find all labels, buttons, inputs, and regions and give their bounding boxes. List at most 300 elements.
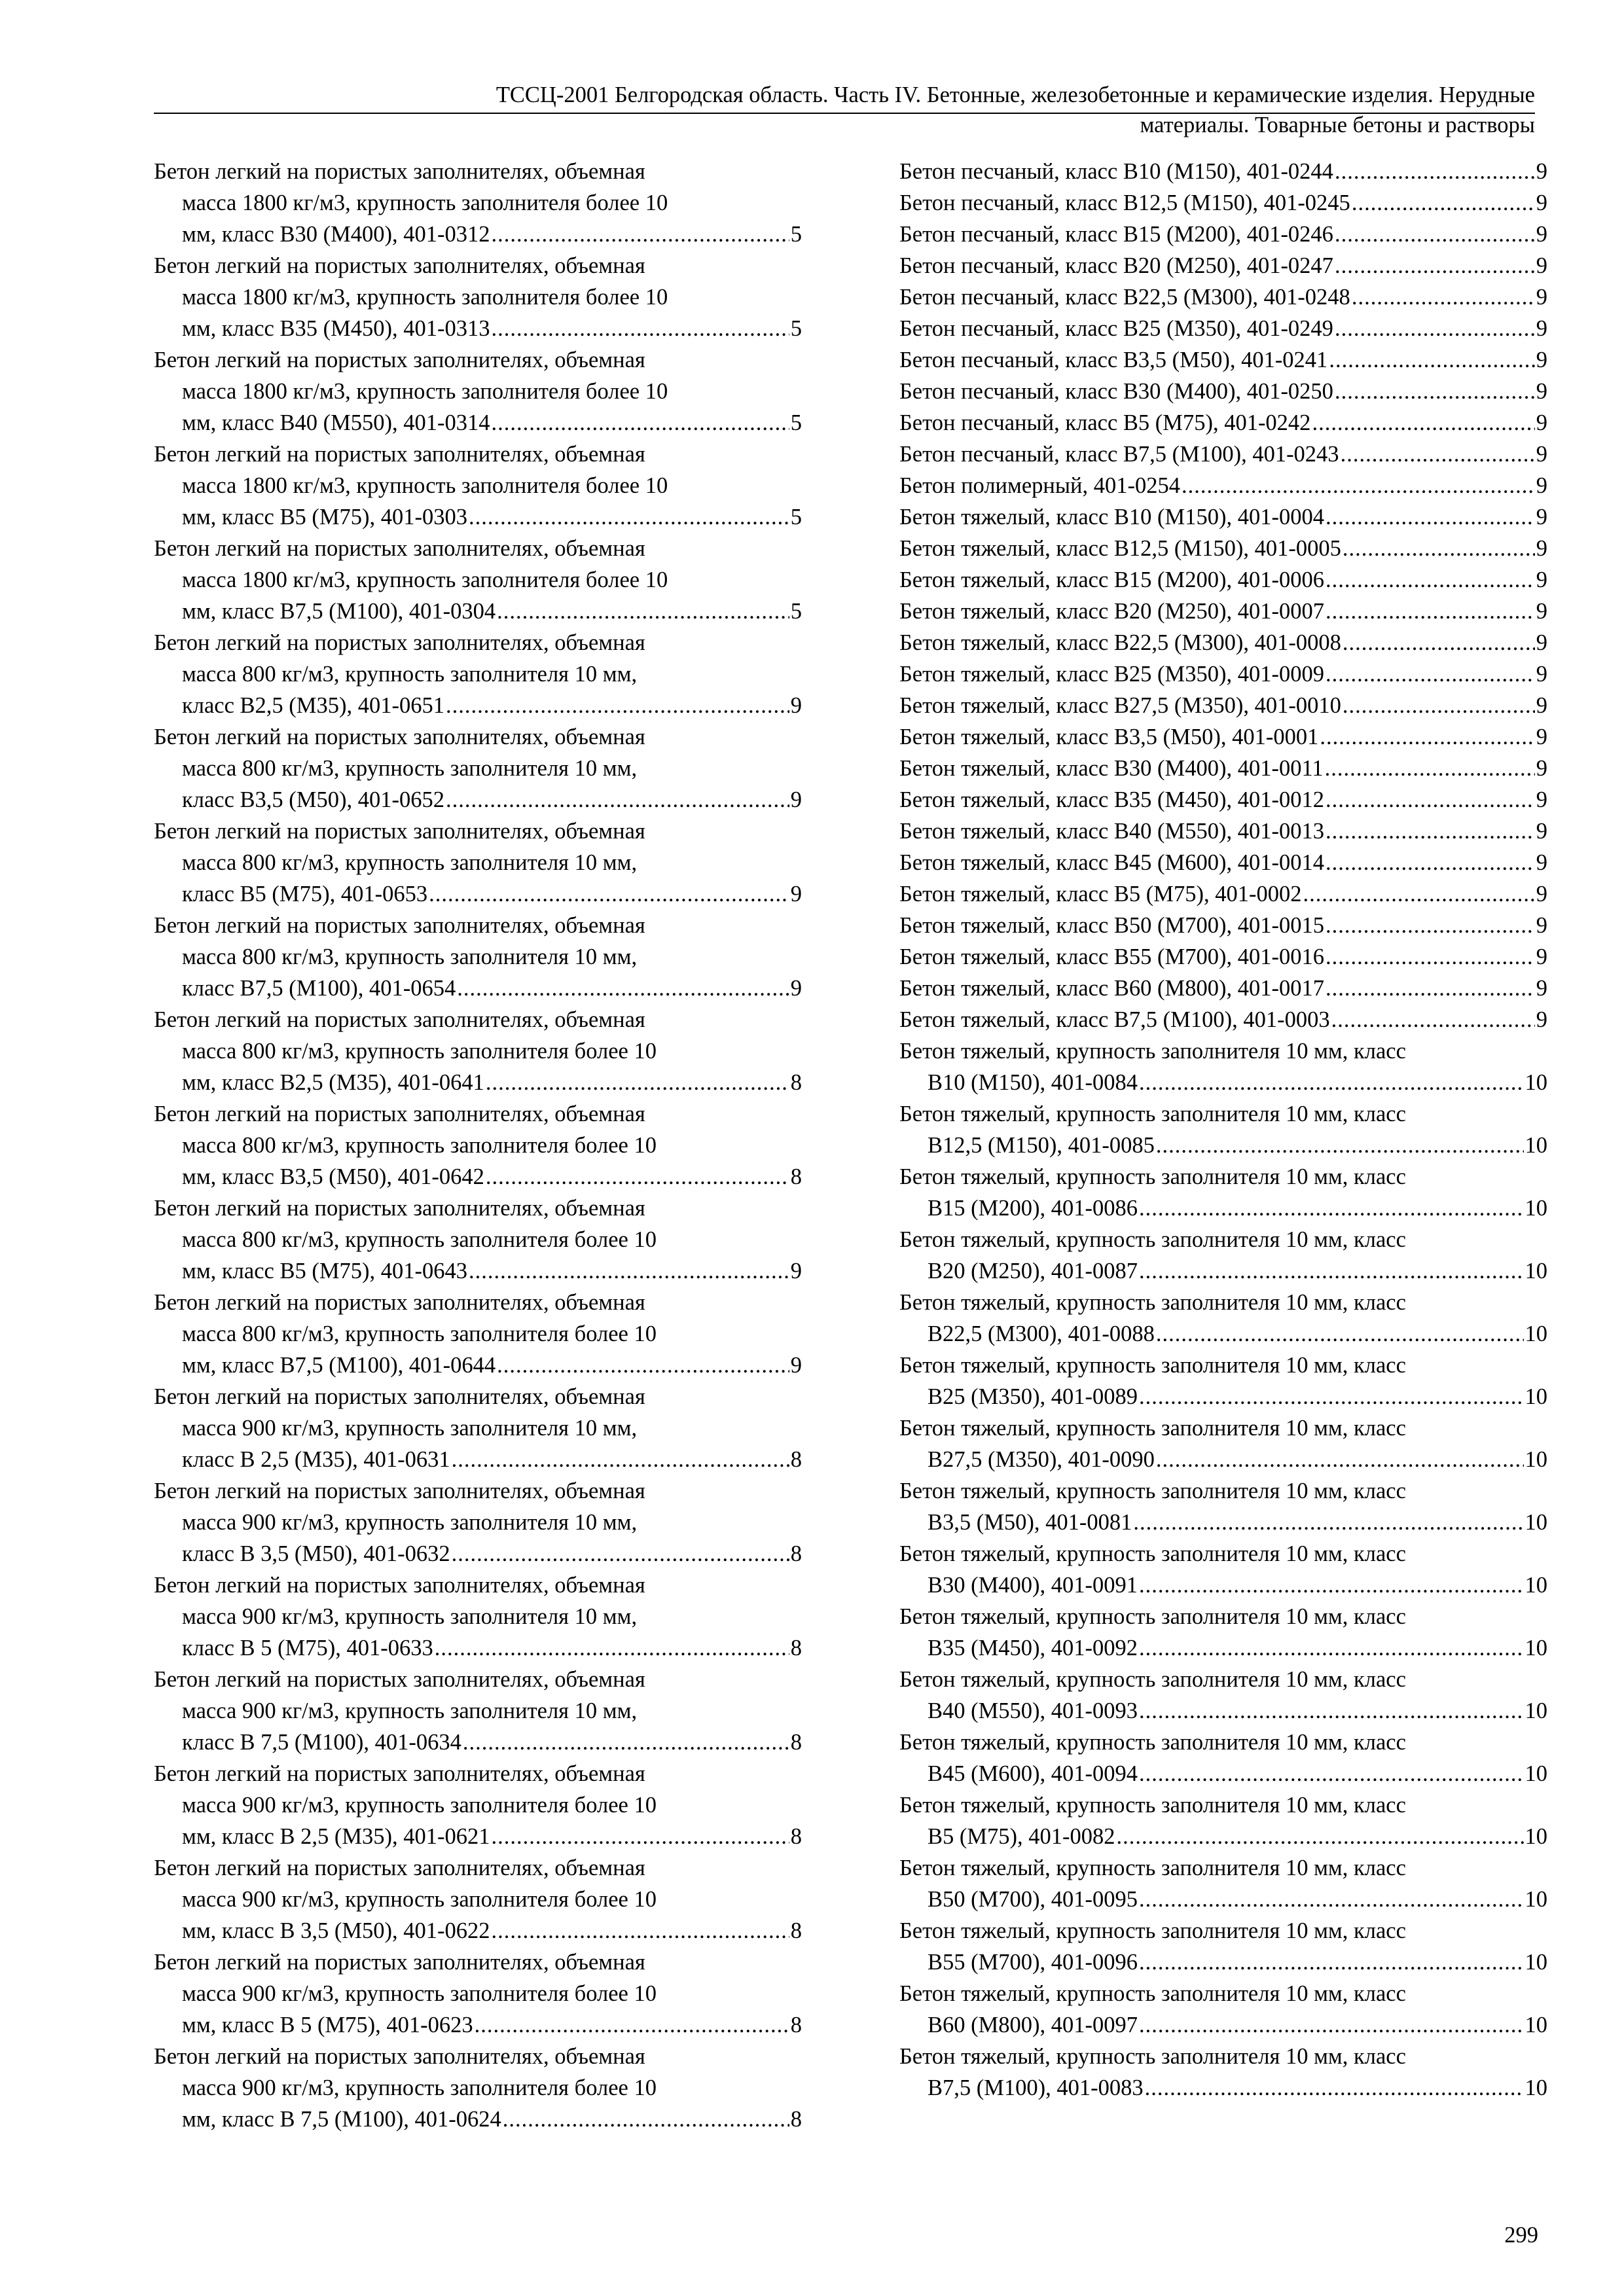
dot-leader [469,1255,789,1287]
index-column-left [154,156,802,2135]
entry-last-line [154,1350,802,1381]
dot-leader [1133,1507,1523,1538]
entry-last-line [899,1318,1547,1350]
index-entry [899,1287,1547,1350]
entry-text-line: Бетон песчаный, класс В7,5 (М100), 401-0243 [899,442,1339,467]
entry-text-line: класс В 7,5 (М100), 401-0634 [182,1730,461,1755]
entry-page-ref: 9 [790,1353,802,1378]
entry-page-ref: 10 [1525,1887,1547,1912]
dot-leader [1335,376,1535,407]
entry-page-ref: 9 [1536,976,1547,1001]
page-number: 299 [1504,2223,1538,2248]
dot-leader [1335,313,1535,344]
entry-text-line: Бетон тяжелый, класс В7,5 (М100), 401-0003 [899,1007,1330,1032]
entry-last-line [899,1381,1547,1412]
dot-leader [475,2009,789,2041]
entry-page-ref: 10 [1525,1070,1547,1095]
entry-page-ref: 10 [1525,1636,1547,1660]
entry-last-line [899,1507,1547,1538]
entry-text-line: Бетон тяжелый, класс В12,5 (М150), 401-0005 [899,536,1341,561]
entry-text-line: Бетон легкий на пористых заполнителях, объемная [154,1761,645,1786]
index-entry [899,313,1547,344]
entry-page-ref: 10 [1525,1384,1547,1409]
entry-last-line [899,753,1547,784]
entry-text-line: класс В2,5 (М35), 401-0651 [182,693,444,718]
entry-page-ref: 9 [1536,693,1547,718]
dot-leader [486,1067,789,1098]
entry-page-ref: 8 [790,1541,802,1566]
index-entry [899,596,1547,627]
index-entry [154,1287,802,1381]
entry-last-line [899,784,1547,816]
index-entry [154,2041,802,2135]
entry-text-line: класс В 3,5 (М50), 401-0632 [182,1541,450,1566]
entry-text-line: класс В 2,5 (М35), 401-0631 [182,1447,450,1472]
index-entry [899,344,1547,376]
entry-page-ref: 5 [790,599,802,624]
index-entry [899,1727,1547,1789]
entry-last-line [154,501,802,533]
entry-page-ref: 9 [790,976,802,1001]
entry-text-line: масса 800 кг/м3, крупность заполнителя 10 мм, [182,944,638,969]
entry-text-line: масса 1800 кг/м3, крупность заполнителя более 10 [182,567,668,592]
dot-leader [1182,470,1535,501]
entry-text-line: масса 800 кг/м3, крупность заполнителя более 10 [182,1321,657,1346]
entry-text-line: В27,5 (М350), 401-0090 [928,1447,1155,1472]
entry-last-line [899,973,1547,1004]
entry-last-line [154,596,802,627]
index-entry [899,1978,1547,2041]
entry-last-line [154,1067,802,1098]
entry-last-line [899,219,1547,250]
entry-text-line: Бетон легкий на пористых заполнителях, объемная [154,1573,645,1598]
entry-text-line: Бетон песчаный, класс В25 (М350), 401-0249 [899,316,1333,341]
dot-leader [1326,784,1535,816]
entry-last-line [899,281,1547,313]
header-rule [154,113,1535,114]
index-entry [899,564,1547,596]
entry-last-line [899,1884,1547,1915]
entry-text-line: мм, класс В40 (М550), 401-0314 [182,410,490,435]
entry-text-line: мм, класс В7,5 (М100), 401-0644 [182,1353,496,1378]
index-entry [899,1350,1547,1412]
entry-text-line: Бетон легкий на пористых заполнителях, объемная [154,630,645,655]
index-entry [154,816,802,910]
entry-text-line: Бетон тяжелый, крупность заполнителя 10 мм, класс [899,1730,1406,1755]
entry-last-line [154,1255,802,1287]
index-entry [154,1004,802,1098]
dot-leader [446,690,789,721]
entry-text-line: В45 (М600), 401-0094 [928,1761,1138,1786]
entry-page-ref: 9 [790,787,802,812]
entry-text-line: Бетон тяжелый, класс В10 (М150), 401-0004 [899,505,1324,529]
entry-page-ref: 9 [1536,756,1547,781]
index-entry [899,627,1547,658]
index-entry [899,941,1547,973]
entry-text-line: В10 (М150), 401-0084 [928,1070,1138,1095]
entry-text-line: Бетон легкий на пористых заполнителях, объемная [154,1856,645,1880]
entry-last-line [899,2072,1547,2104]
dot-leader [1326,816,1535,847]
dot-leader [1343,627,1535,658]
entry-last-line [899,847,1547,878]
dot-leader [491,219,789,250]
entry-text-line: мм, класс В5 (М75), 401-0643 [182,1259,467,1283]
entry-text-line: Бетон легкий на пористых заполнителях, объемная [154,253,645,278]
entry-last-line [899,187,1547,219]
entry-text-line: В3,5 (М50), 401-0081 [928,1510,1132,1535]
entry-text-line: Бетон легкий на пористых заполнителях, объемная [154,1290,645,1315]
entry-text-line: Бетон тяжелый, класс В60 (М800), 401-0017 [899,976,1324,1001]
dot-leader [1139,1255,1523,1287]
entry-text-line: Бетон легкий на пористых заполнителях, объемная [154,1102,645,1126]
entry-text-line: Бетон песчаный, класс В30 (М400), 401-0250 [899,379,1333,404]
entry-last-line [899,470,1547,501]
entry-last-line [899,407,1547,439]
entry-page-ref: 10 [1525,1950,1547,1975]
entry-text-line: Бетон тяжелый, класс В55 (М700), 401-0016 [899,944,1324,969]
index-entry [154,1475,802,1570]
dot-leader [1139,1695,1523,1727]
entry-text-line: мм, класс В 7,5 (М100), 401-0624 [182,2107,501,2132]
entry-last-line [899,690,1547,721]
index-entry [899,878,1547,910]
entry-page-ref: 9 [1536,913,1547,938]
index-entry [899,816,1547,847]
entry-text-line: Бетон тяжелый, класс В35 (М450), 401-0012 [899,787,1324,812]
entry-last-line [899,910,1547,941]
entry-page-ref: 5 [790,316,802,341]
entry-text-line: масса 800 кг/м3, крупность заполнителя 10 мм, [182,662,638,687]
entry-text-line: Бетон тяжелый, класс В25 (М350), 401-0009 [899,662,1324,687]
dot-leader [1117,1821,1524,1852]
entry-text-line: В20 (М250), 401-0087 [928,1259,1138,1283]
entry-text-line: класс В5 (М75), 401-0653 [182,882,428,906]
entry-page-ref: 10 [1525,1510,1547,1535]
entry-text-line: Бетон легкий на пористых заполнителях, объемная [154,1667,645,1692]
entry-page-ref: 10 [1525,2075,1547,2100]
dot-leader [1326,658,1535,690]
entry-last-line [899,1193,1547,1224]
entry-page-ref: 5 [790,505,802,529]
entry-text-line: класс В7,5 (М100), 401-0654 [182,976,456,1001]
entry-last-line [899,376,1547,407]
dot-leader [1335,250,1535,281]
entry-text-line: Бетон тяжелый, класс В50 (М700), 401-0015 [899,913,1324,938]
entry-page-ref: 9 [1536,285,1547,310]
entry-text-line: Бетон песчаный, класс В10 (М150), 401-0244 [899,159,1333,184]
entry-page-ref: 8 [790,1447,802,1472]
entry-page-ref: 9 [1536,662,1547,687]
entry-last-line [154,1444,802,1475]
entry-last-line [899,1444,1547,1475]
index-entry [899,219,1547,250]
entry-text-line: Бетон тяжелый, крупность заполнителя 10 мм, класс [899,1856,1406,1880]
entry-last-line [899,344,1547,376]
dot-leader [1326,847,1535,878]
entry-text-line: Бетон тяжелый, крупность заполнителя 10 мм, класс [899,1918,1406,1943]
dot-leader [1343,533,1535,564]
entry-page-ref: 9 [1536,787,1547,812]
entry-last-line [899,816,1547,847]
dot-leader [491,407,789,439]
dot-leader [503,2104,789,2135]
entry-page-ref: 9 [1536,505,1547,529]
entry-text-line: масса 900 кг/м3, крупность заполнителя более 10 [182,1887,657,1912]
dot-leader [1139,1067,1523,1098]
entry-last-line [899,941,1547,973]
index-entry [154,156,802,250]
entry-text-line: Бетон тяжелый, крупность заполнителя 10 мм, класс [899,1793,1406,1818]
entry-last-line [154,784,802,816]
dot-leader [446,784,789,816]
entry-text-line: мм, класс В 5 (М75), 401-0623 [182,2013,473,2037]
entry-text-line: Бетон легкий на пористых заполнителях, объемная [154,536,645,561]
entry-last-line [899,1758,1547,1789]
entry-text-line: Бетон легкий на пористых заполнителях, объемная [154,2044,645,2069]
dot-leader [497,1350,789,1381]
entry-page-ref: 8 [790,1824,802,1849]
dot-leader [491,1915,789,1946]
entry-page-ref: 9 [790,882,802,906]
dot-leader [1139,2009,1523,2041]
index-entry [899,784,1547,816]
entry-page-ref: 9 [1536,882,1547,906]
entry-text-line: мм, класс В 2,5 (М35), 401-0621 [182,1824,490,1849]
dot-leader [1139,1632,1523,1664]
entry-last-line [154,1161,802,1193]
dot-leader [452,1444,789,1475]
entry-last-line [899,1255,1547,1287]
entry-text-line: Бетон песчаный, класс В5 (М75), 401-0242 [899,410,1311,435]
entry-last-line [899,156,1547,187]
entry-text-line: мм, класс В 3,5 (М50), 401-0622 [182,1918,490,1943]
entry-page-ref: 10 [1525,1259,1547,1283]
entry-page-ref: 9 [790,693,802,718]
index-entry [899,721,1547,753]
entry-text-line: мм, класс В3,5 (М50), 401-0642 [182,1164,484,1189]
entry-page-ref: 10 [1525,1824,1547,1849]
entry-text-line: Бетон тяжелый, крупность заполнителя 10 мм, класс [899,1416,1406,1441]
entry-text-line: Бетон песчаный, класс В15 (М200), 401-0246 [899,222,1333,247]
entry-last-line [899,1067,1547,1098]
entry-page-ref: 8 [790,2107,802,2132]
index-entry [154,1946,802,2041]
entry-page-ref: 8 [790,1070,802,1095]
entry-page-ref: 9 [1536,725,1547,749]
entry-last-line [154,1632,802,1664]
dot-leader [452,1538,789,1570]
entry-text-line: В35 (М450), 401-0092 [928,1636,1138,1660]
entry-text-line: мм, класс В30 (М400), 401-0312 [182,222,490,247]
dot-leader [1156,1318,1524,1350]
entry-text-line: Бетон тяжелый, крупность заполнителя 10 мм, класс [899,1604,1406,1629]
entry-last-line [154,1727,802,1758]
entry-text-line: Бетон тяжелый, крупность заполнителя 10 мм, класс [899,1290,1406,1315]
dot-leader [463,1727,789,1758]
entry-text-line: Бетон тяжелый, крупность заполнителя 10 мм, класс [899,1541,1406,1566]
entry-text-line: масса 900 кг/м3, крупность заполнителя более 10 [182,1981,657,2006]
entry-text-line: масса 800 кг/м3, крупность заполнителя более 10 [182,1039,657,1064]
entry-last-line [154,1821,802,1852]
entry-page-ref: 9 [1536,316,1547,341]
index-entry [899,1601,1547,1664]
index-entry [899,187,1547,219]
entry-last-line [899,501,1547,533]
dot-leader [1139,1946,1523,1978]
entry-page-ref: 9 [1536,410,1547,435]
entry-text-line: Бетон тяжелый, крупность заполнителя 10 мм, класс [899,1479,1406,1503]
entry-page-ref: 10 [1525,1321,1547,1346]
entry-text-line: Бетон тяжелый, класс В15 (М200), 401-0006 [899,567,1324,592]
index-entry [899,1915,1547,1978]
entry-last-line [899,1130,1547,1161]
index-entry [899,156,1547,187]
dot-leader [1335,219,1535,250]
entry-last-line [899,564,1547,596]
dot-leader [1303,878,1534,910]
dot-leader [1326,973,1535,1004]
entry-text-line: Бетон полимерный, 401-0254 [899,473,1181,498]
dot-leader [1326,596,1535,627]
entry-last-line [899,878,1547,910]
dot-leader [1145,2072,1524,2104]
entry-text-line: мм, класс В2,5 (М35), 401-0641 [182,1070,484,1095]
index-column-right [899,156,1547,2104]
entry-text-line: Бетон песчаный, класс В3,5 (М50), 401-0241 [899,348,1328,372]
entry-text-line: Бетон легкий на пористых заполнителях, объемная [154,913,645,938]
entry-page-ref: 9 [1536,536,1547,561]
entry-text-line: В50 (М700), 401-0095 [928,1887,1138,1912]
entry-text-line: мм, класс В35 (М450), 401-0313 [182,316,490,341]
entry-page-ref: 9 [1536,567,1547,592]
entry-text-line: Бетон тяжелый, крупность заполнителя 10 мм, класс [899,1039,1406,1064]
index-entry [154,1758,802,1852]
entry-page-ref: 10 [1525,1698,1547,1723]
entry-page-ref: 10 [1525,2013,1547,2037]
entry-last-line [154,1915,802,1946]
entry-text-line: В15 (М200), 401-0086 [928,1196,1138,1221]
entry-page-ref: 8 [790,1918,802,1943]
index-entry [899,470,1547,501]
index-entry [899,1004,1547,1035]
entry-last-line [899,439,1547,470]
entry-text-line: Бетон тяжелый, крупность заполнителя 10 мм, класс [899,1227,1406,1252]
dot-leader [1329,344,1534,376]
dot-leader [1352,187,1535,219]
entry-text-line: В12,5 (М150), 401-0085 [928,1133,1155,1158]
entry-page-ref: 5 [790,410,802,435]
index-entry [154,721,802,816]
index-entry [899,910,1547,941]
entry-text-line: масса 900 кг/м3, крупность заполнителя 10 мм, [182,1416,638,1441]
dot-leader [491,1821,789,1852]
index-entry [154,627,802,721]
dot-leader [1320,721,1534,753]
entry-page-ref: 9 [790,1259,802,1283]
entry-text-line: Бетон легкий на пористых заполнителях, объемная [154,1479,645,1503]
index-entry [154,910,802,1004]
entry-page-ref: 9 [1536,473,1547,498]
entry-last-line [154,2009,802,2041]
entry-text-line: мм, класс В7,5 (М100), 401-0304 [182,599,496,624]
index-entry [899,1538,1547,1601]
entry-text-line: В30 (М400), 401-0091 [928,1573,1138,1598]
entry-text-line: Бетон легкий на пористых заполнителях, объемная [154,1007,645,1032]
dot-leader [1139,1758,1523,1789]
entry-last-line [899,1004,1547,1035]
entry-text-line: В22,5 (М300), 401-0088 [928,1321,1155,1346]
entry-text-line: мм, класс В5 (М75), 401-0303 [182,505,467,529]
index-entry [899,281,1547,313]
dot-leader [1156,1444,1524,1475]
index-entry [154,439,802,533]
index-entry [899,439,1547,470]
entry-text-line: Бетон песчаный, класс В20 (М250), 401-0247 [899,253,1333,278]
entry-text-line: Бетон легкий на пористых заполнителях, объемная [154,819,645,844]
dot-leader [1139,1570,1523,1601]
entry-page-ref: 5 [790,222,802,247]
index-entry [154,1193,802,1287]
index-entry [899,1098,1547,1161]
entry-page-ref: 9 [1536,442,1547,467]
dot-leader [1326,910,1535,941]
entry-text-line: Бетон тяжелый, класс В40 (М550), 401-0013 [899,819,1324,844]
entry-text-line: Бетон тяжелый, класс В5 (М75), 401-0002 [899,882,1302,906]
index-entry [154,1381,802,1475]
entry-page-ref: 10 [1525,1447,1547,1472]
dot-leader [1352,281,1535,313]
index-entry [899,501,1547,533]
index-entry [154,344,802,439]
entry-text-line: масса 900 кг/м3, крупность заполнителя более 10 [182,2075,657,2100]
dot-leader [1326,501,1535,533]
entry-text-line: Бетон тяжелый, крупность заполнителя 10 мм, класс [899,2044,1406,2069]
dot-leader [1156,1130,1524,1161]
entry-page-ref: 10 [1525,1573,1547,1598]
entry-page-ref: 9 [1536,379,1547,404]
index-entry [899,690,1547,721]
entry-text-line: Бетон тяжелый, крупность заполнителя 10 мм, класс [899,1667,1406,1692]
index-entry [154,1664,802,1758]
entry-page-ref: 9 [1536,222,1547,247]
header-title-line-1: ТССЦ-2001 Белгородская область. Часть IV. Бетонные, железобетонные и керамические изделия. Нерудные [496,82,1535,107]
entry-text-line: масса 800 кг/м3, крупность заполнителя 10 мм, [182,850,638,875]
entry-last-line [154,878,802,910]
entry-text-line: масса 1800 кг/м3, крупность заполнителя более 10 [182,285,668,310]
entry-text-line: масса 1800 кг/м3, крупность заполнителя более 10 [182,473,668,498]
entry-last-line [899,1821,1547,1852]
entry-last-line [899,533,1547,564]
index-entry [154,533,802,627]
entry-text-line: класс В 5 (М75), 401-0633 [182,1636,433,1660]
entry-page-ref: 10 [1525,1196,1547,1221]
index-entry [899,658,1547,690]
entry-text-line: Бетон тяжелый, крупность заполнителя 10 мм, класс [899,1102,1406,1126]
dot-leader [1139,1193,1523,1224]
entry-page-ref: 8 [790,1164,802,1189]
entry-text-line: масса 900 кг/м3, крупность заполнителя более 10 [182,1793,657,1818]
entry-text-line: Бетон тяжелый, крупность заполнителя 10 мм, класс [899,1981,1406,2006]
dot-leader [1335,156,1535,187]
index-entry [899,847,1547,878]
entry-text-line: В60 (М800), 401-0097 [928,2013,1138,2037]
entry-page-ref: 9 [1536,850,1547,875]
entry-text-line: масса 900 кг/м3, крупность заполнителя 10 мм, [182,1698,638,1723]
entry-text-line: Бетон тяжелый, класс В20 (М250), 401-0007 [899,599,1324,624]
entry-page-ref: 8 [790,1636,802,1660]
entry-last-line [899,250,1547,281]
